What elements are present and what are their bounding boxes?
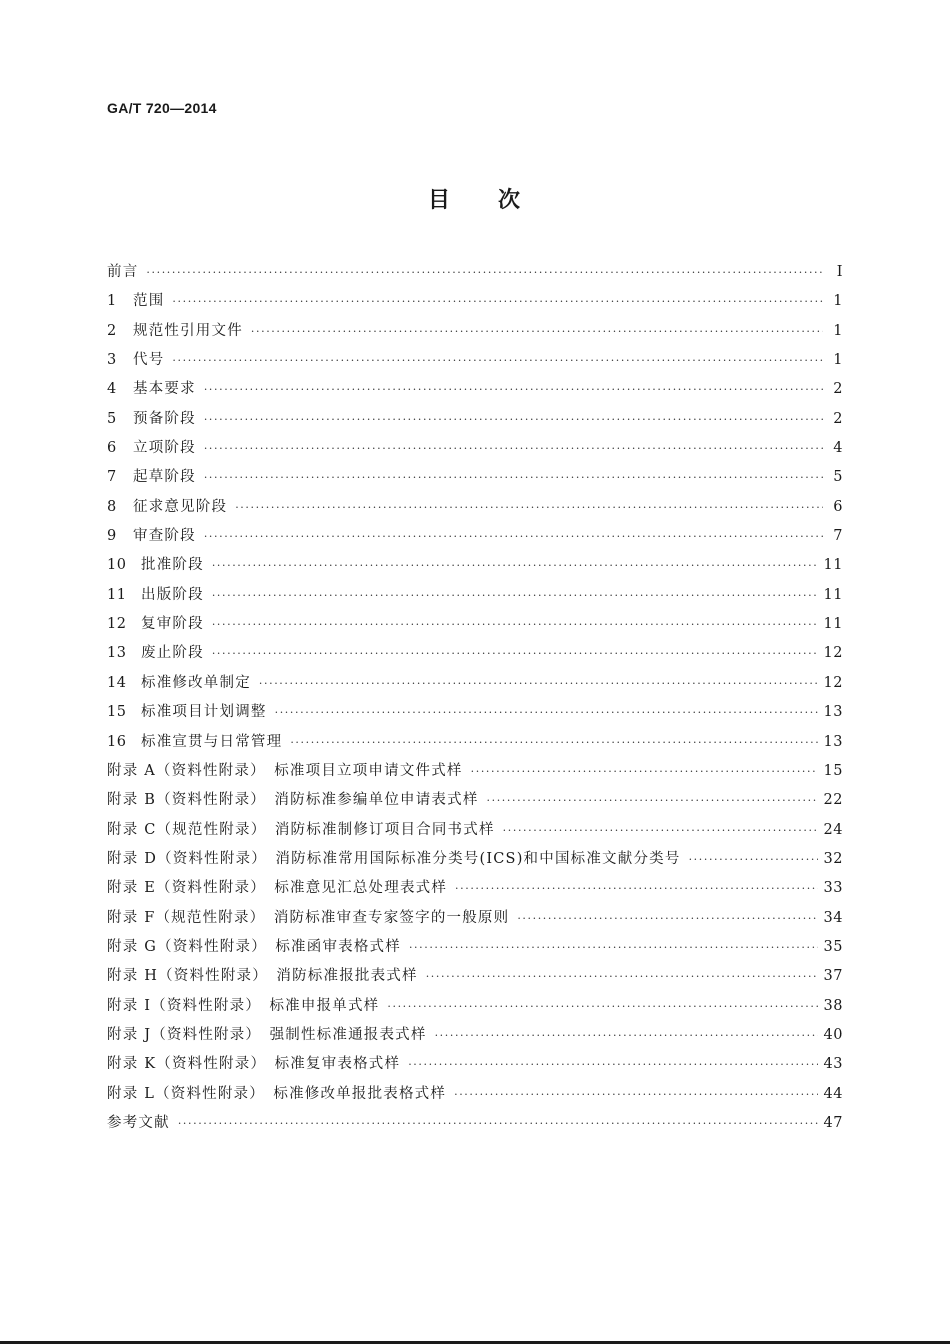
toc-entry-number: 2: [107, 322, 117, 339]
toc-dot-leader: [212, 610, 818, 639]
toc-entry-title: 附录 K（资料性附录） 标准复审表格式样: [107, 1056, 401, 1073]
toc-entry[interactable]: [107, 874, 843, 903]
toc-dot-leader: [689, 845, 818, 874]
page-title: [0, 183, 950, 214]
toc-entry-page: 1: [833, 293, 843, 310]
toc-entry[interactable]: [107, 258, 843, 287]
toc-entry-title: 立项阶段: [133, 440, 196, 457]
toc-entry[interactable]: [107, 1021, 843, 1050]
toc-entry-number: 13: [107, 645, 127, 662]
toc-entry-number: 15: [107, 704, 127, 721]
toc-dot-leader: [455, 874, 818, 903]
toc-entry-page: 32: [823, 850, 843, 867]
toc-entry-number: 14: [107, 674, 127, 691]
toc-entry-title: 预备阶段: [133, 410, 196, 427]
toc-entry-page: 37: [823, 968, 843, 985]
toc-entry[interactable]: [107, 962, 843, 991]
toc-entry-page: 44: [823, 1085, 843, 1102]
toc-dot-leader: [409, 933, 818, 962]
toc-entry[interactable]: [107, 669, 843, 698]
toc-entry-number: 4: [107, 381, 117, 398]
toc-dot-leader: [212, 581, 818, 610]
toc-entry-number: 6: [107, 440, 117, 457]
toc-entry-page: 24: [823, 821, 843, 838]
toc-dot-leader: [251, 317, 823, 346]
toc-entry[interactable]: [107, 493, 843, 522]
toc-entry-title: 附录 H（资料性附录） 消防标准报批表式样: [107, 968, 418, 985]
toc-entry-title: 范围: [133, 293, 165, 310]
toc-dot-leader: [426, 962, 818, 991]
toc-entry-page: 2: [833, 410, 843, 427]
toc-dot-leader: [172, 346, 823, 375]
toc-entry[interactable]: [107, 992, 843, 1021]
toc-entry-title: 附录 E（资料性附录） 标准意见汇总处理表式样: [107, 880, 448, 897]
toc-entry-number: 7: [107, 469, 117, 486]
toc-entry-number: 11: [107, 586, 127, 603]
toc-entry-number: 9: [107, 528, 117, 545]
toc-entry-page: 2: [833, 381, 843, 398]
toc-entry-page: 11: [823, 586, 843, 603]
toc-dot-leader: [471, 757, 818, 786]
toc-entry-number: 3: [107, 352, 117, 369]
toc-entry-page: 12: [823, 674, 843, 691]
toc-entry-page: 43: [823, 1056, 843, 1073]
toc-entry-title: 代号: [133, 352, 165, 369]
toc-entry[interactable]: [107, 581, 843, 610]
toc-entry[interactable]: [107, 317, 843, 346]
toc-entry[interactable]: [107, 1109, 843, 1138]
toc-entry-page: 22: [823, 792, 843, 809]
toc-entry-title: 附录 D（资料性附录） 消防标准常用国际标准分类号(ICS)和中国标准文献分类号: [107, 850, 681, 867]
toc-dot-leader: [517, 904, 817, 933]
toc-entry[interactable]: [107, 698, 843, 727]
toc-entry-page: 34: [823, 909, 843, 926]
toc-entry-number: 16: [107, 733, 127, 750]
toc-entry[interactable]: [107, 845, 843, 874]
toc-entry-page: 7: [833, 528, 843, 545]
toc-entry[interactable]: [107, 287, 843, 316]
toc-entry-title: 征求意见阶段: [133, 498, 228, 515]
toc-dot-leader: [454, 1080, 817, 1109]
toc-entry-number: 1: [107, 293, 117, 310]
toc-dot-leader: [435, 1021, 818, 1050]
toc-entry-title: 参考文献: [107, 1114, 170, 1131]
toc-dot-leader: [259, 669, 818, 698]
toc-entry-page: 4: [833, 440, 843, 457]
toc-entry[interactable]: [107, 816, 843, 845]
toc-entry-title: 附录 I（资料性附录） 标准申报单式样: [107, 997, 380, 1014]
toc-entry-title: 附录 L（资料性附录） 标准修改单报批表格式样: [107, 1085, 447, 1102]
toc-entry[interactable]: [107, 346, 843, 375]
toc-entry-page: 47: [823, 1114, 843, 1131]
toc-entry-page: 5: [833, 469, 843, 486]
toc-dot-leader: [204, 434, 823, 463]
toc-entry-page: 6: [833, 498, 843, 515]
toc-entry-title: 附录 J（资料性附录） 强制性标准通报表式样: [107, 1026, 427, 1043]
toc-entry-title: 审查阶段: [133, 528, 196, 545]
toc-entry-title: 规范性引用文件: [133, 322, 243, 339]
toc-dot-leader: [235, 493, 823, 522]
toc-entry[interactable]: [107, 1050, 843, 1079]
toc-entry[interactable]: [107, 904, 843, 933]
toc-entry-number: 5: [107, 410, 117, 427]
toc-dot-leader: [204, 522, 823, 551]
toc-entry-title: 附录 A（资料性附录） 标准项目立项申请文件式样: [107, 762, 463, 779]
toc-entry-title: 附录 G（资料性附录） 标准函审表格式样: [107, 938, 401, 955]
toc-entry-title: 附录 B（资料性附录） 消防标准参编单位申请表式样: [107, 792, 479, 809]
toc-entry-page: Ⅰ: [836, 264, 843, 280]
toc-dot-leader: [487, 786, 818, 815]
toc-entry[interactable]: [107, 757, 843, 786]
toc-entry-number: 12: [107, 616, 127, 633]
toc-entry-title: 基本要求: [133, 381, 196, 398]
toc-entry[interactable]: [107, 522, 843, 551]
toc-dot-leader: [387, 992, 817, 1021]
toc-entry[interactable]: [107, 434, 843, 463]
toc-entry-title: 起草阶段: [133, 469, 196, 486]
toc-entry[interactable]: [107, 1080, 843, 1109]
toc-dot-leader: [408, 1050, 817, 1079]
toc-entry-page: 1: [833, 322, 843, 339]
toc-dot-leader: [212, 639, 818, 668]
toc-entry-page: 11: [823, 616, 843, 633]
toc-entry-title: 批准阶段: [141, 557, 204, 574]
toc-dot-leader: [503, 816, 818, 845]
toc-dot-leader: [204, 463, 823, 492]
toc-entry-title: 前言: [107, 264, 139, 280]
toc-entry-page: 38: [823, 997, 843, 1014]
toc-entry-page: 1: [833, 352, 843, 369]
toc-entry-number: 10: [107, 557, 127, 574]
toc-entry[interactable]: [107, 405, 843, 434]
toc-dot-leader: [146, 258, 823, 287]
toc-entry[interactable]: [107, 610, 843, 639]
page-title-part2: 次: [498, 188, 523, 213]
toc-entry[interactable]: [107, 786, 843, 815]
toc-dot-leader: [290, 728, 817, 757]
toc-entry[interactable]: [107, 551, 843, 580]
toc-entry-page: 13: [823, 733, 843, 750]
toc-entry[interactable]: [107, 463, 843, 492]
toc-entry-title: 出版阶段: [141, 586, 204, 603]
toc-entry-page: 12: [823, 645, 843, 662]
toc-entry-title: 废止阶段: [141, 645, 204, 662]
toc-entry-title: 附录 C（规范性附录） 消防标准制修订项目合同书式样: [107, 821, 495, 838]
document-code: GA/T 720—2014: [107, 100, 217, 116]
toc-entry-title: 标准宣贯与日常管理: [141, 733, 283, 750]
toc-entry-title: 附录 F（规范性附录） 消防标准审查专家签字的一般原则: [107, 909, 510, 926]
toc-entry-page: 35: [823, 938, 843, 955]
table-of-contents: [107, 258, 843, 1138]
toc-dot-leader: [204, 375, 823, 404]
toc-entry-page: 11: [823, 557, 843, 574]
toc-dot-leader: [178, 1109, 818, 1138]
toc-entry-title: 复审阶段: [141, 616, 204, 633]
toc-entry-title: 标准项目计划调整: [141, 704, 267, 721]
toc-entry-number: 8: [107, 498, 117, 515]
toc-entry[interactable]: [107, 375, 843, 404]
page-title-part1: 目: [427, 188, 452, 213]
toc-dot-leader: [172, 287, 823, 316]
toc-entry-page: 33: [823, 880, 843, 897]
toc-entry[interactable]: [107, 639, 843, 668]
toc-entry-page: 13: [823, 704, 843, 721]
toc-dot-leader: [275, 698, 818, 727]
toc-entry-title: 标准修改单制定: [141, 674, 251, 691]
toc-entry[interactable]: [107, 933, 843, 962]
toc-entry-page: 40: [823, 1026, 843, 1043]
toc-dot-leader: [204, 405, 823, 434]
toc-entry-page: 15: [823, 762, 843, 779]
toc-entry[interactable]: [107, 728, 843, 757]
toc-dot-leader: [212, 551, 818, 580]
